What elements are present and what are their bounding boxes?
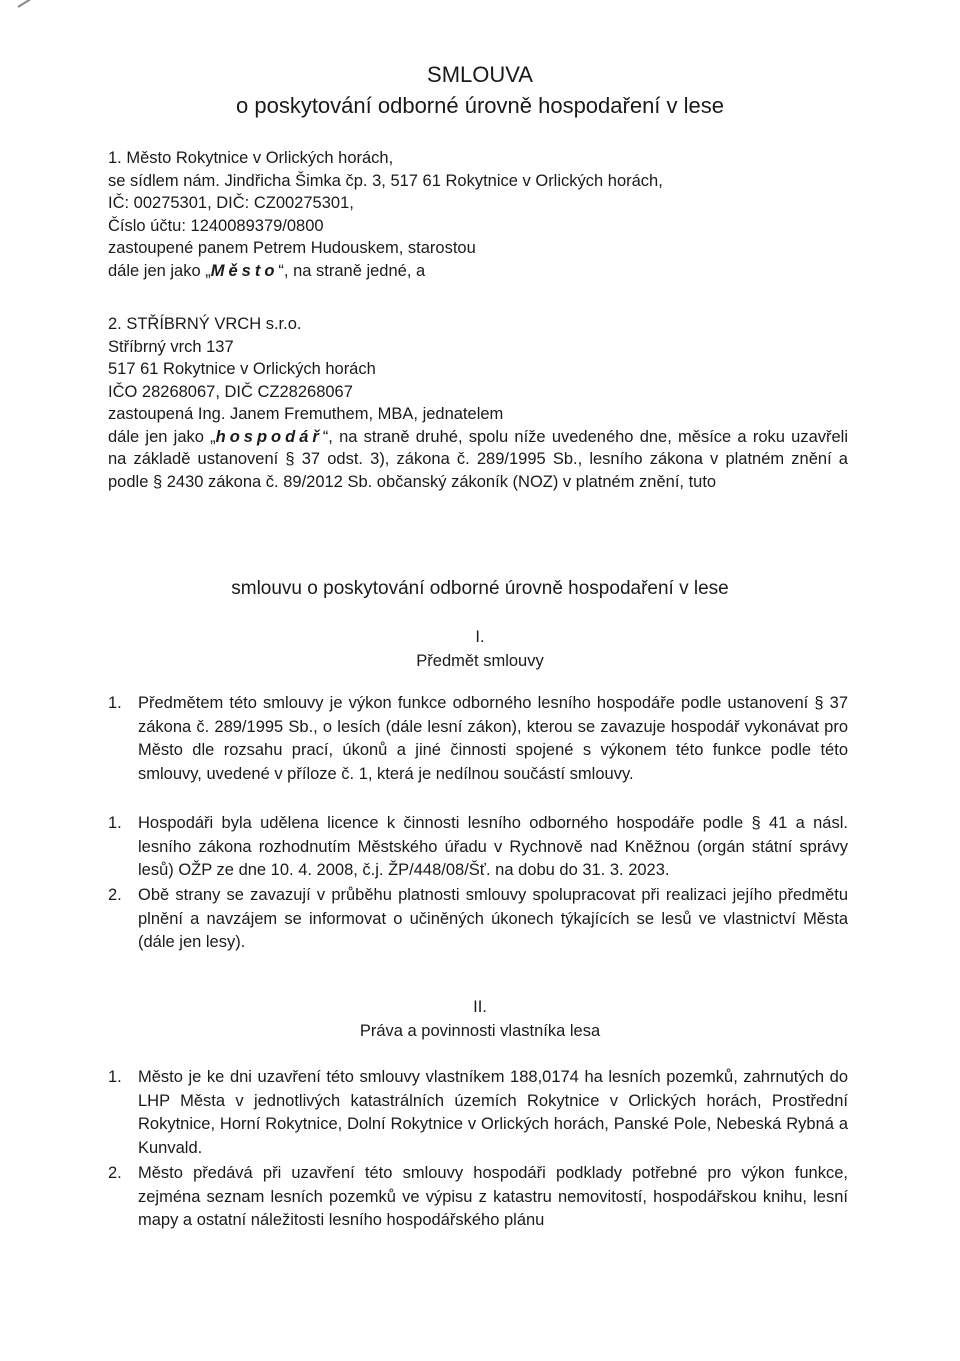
- party-1-representative: zastoupené panem Petrem Hudouskem, starostou: [108, 239, 476, 257]
- party-1-account: Číslo účtu: 1240089379/0800: [108, 216, 324, 235]
- item-text: Předmětem této smlouvy je výkon funkce odborného lesního hospodáře podle ustanovení § 37 zákona č. 289/1995 Sb., o lesích (dále lesní zákon), kterou se zavazuje hospodář vykonávat pro Město dle rozsahu prací, úkonů a jiné činnosti spojené s výkonem této funkce podle této smlouvy, uvedené v příloze č. 1, která je nedílnou součástí smlouvy.: [138, 694, 848, 783]
- party-2-block: [108, 313, 848, 493]
- party-1-name: 1. Město Rokytnice v Orlických horách,: [108, 149, 394, 167]
- party-1-role-name: Město: [210, 261, 279, 280]
- party-1-role-prefix: dále jen jako „: [108, 261, 211, 280]
- section-1-item-1: [108, 692, 848, 786]
- party-2-city: 517 61 Rokytnice v Orlických horách: [108, 360, 376, 378]
- item-text: Hospodáři byla udělena licence k činnosti lesního odborného hospodáře podle § 41 a násl. lesního zákona rozhodnutím Městského úřadu v Rychnově nad Kněžnou (orgán státní správy lesů) OŽP ze dne 10. 4. 2008, č.j. ŽP/448/08/Šť. na dobu do 31. 3. 2023.: [138, 814, 848, 879]
- scan-pen-mark: [17, 0, 77, 8]
- party-1-address: se sídlem nám. Jindřicha Šimka čp. 3, 517 61 Rokytnice v Orlických horách,: [108, 171, 663, 190]
- section-1-item-2: [108, 812, 848, 883]
- item-number: 1.: [108, 694, 122, 712]
- contract-name-heading: smlouvu o poskytování odborné úrovně hospodaření v lese: [231, 578, 729, 599]
- party-1-role: [108, 260, 848, 283]
- item-number: 1.: [108, 814, 122, 832]
- section-1-item-3: [108, 884, 848, 955]
- section-2-item-1: [108, 1066, 848, 1160]
- item-text: Obě strany se zavazují v průběhu platnosti smlouvy spolupracovat při realizaci jejího předmětu plnění a navzájem se informovat o učiněných úkonech týkajících se lesů ve vlastnictví Města (dále jen lesy).: [138, 886, 848, 951]
- document-title: SMLOUVA: [427, 62, 533, 87]
- party-1-ids: IČ: 00275301, DIČ: CZ00275301,: [108, 194, 354, 212]
- section-2-number: II.: [473, 998, 487, 1016]
- item-number: 2.: [108, 886, 122, 904]
- section-1-number: I.: [475, 628, 485, 646]
- item-number: 2.: [108, 1164, 122, 1182]
- party-2-ids: IČO 28268067, DIČ CZ28268067: [108, 382, 353, 401]
- party-2-role-suffix: “, na straně druhé, spolu níže uvedeného dne, měsíce a roku uzavřeli na základě ustanovení § 37 odst. 3), zákona č. 289/1995 Sb., lesního zákona v platném znění a podle § 2430 zákona č. 89/2012 Sb. občanský zákoník (NOZ) v platném znění, tuto: [108, 427, 848, 491]
- party-2-name: 2. STŘÍBRNÝ VRCH s.r.o.: [108, 315, 302, 333]
- document-subtitle: o poskytování odborné úrovně hospodaření v lese: [236, 93, 724, 118]
- section-2-item-2: [108, 1162, 848, 1233]
- party-2-role-name: hospodář: [215, 427, 323, 446]
- party-1-block: [108, 147, 848, 282]
- party-2-role: [108, 426, 848, 494]
- item-text: Město předává při uzavření této smlouvy hospodáři podklady potřebné pro výkon funkce, zejména seznam lesních pozemků ve výpisu z katastru nemovitostí, hospodářskou knihu, lesní mapy a ostatní náležitosti lesního hospodářského plánu: [138, 1164, 848, 1229]
- party-2-representative: zastoupená Ing. Janem Fremuthem, MBA, jednatelem: [108, 405, 504, 423]
- section-1-title: Předmět smlouvy: [416, 652, 544, 670]
- party-2-role-prefix: dále jen jako „: [108, 427, 216, 446]
- item-number: 1.: [108, 1068, 122, 1086]
- party-2-street: Stříbrný vrch 137: [108, 337, 234, 356]
- party-1-role-suffix: “, na straně jedné, a: [278, 261, 426, 280]
- item-text: Město je ke dni uzavření této smlouvy vlastníkem 188,0174 ha lesních pozemků, zahrnutých do LHP Města v jednotlivých katastrálních územích Rokytnice v Orlických horách, Prostřední Rokytnice, Horní Rokytnice, Dolní Rokytnice v Orlických horách, Panské Pole, Nebeská Rybná a Kunvald.: [138, 1068, 848, 1157]
- section-2-title: Práva a povinnosti vlastníka lesa: [359, 1022, 601, 1040]
